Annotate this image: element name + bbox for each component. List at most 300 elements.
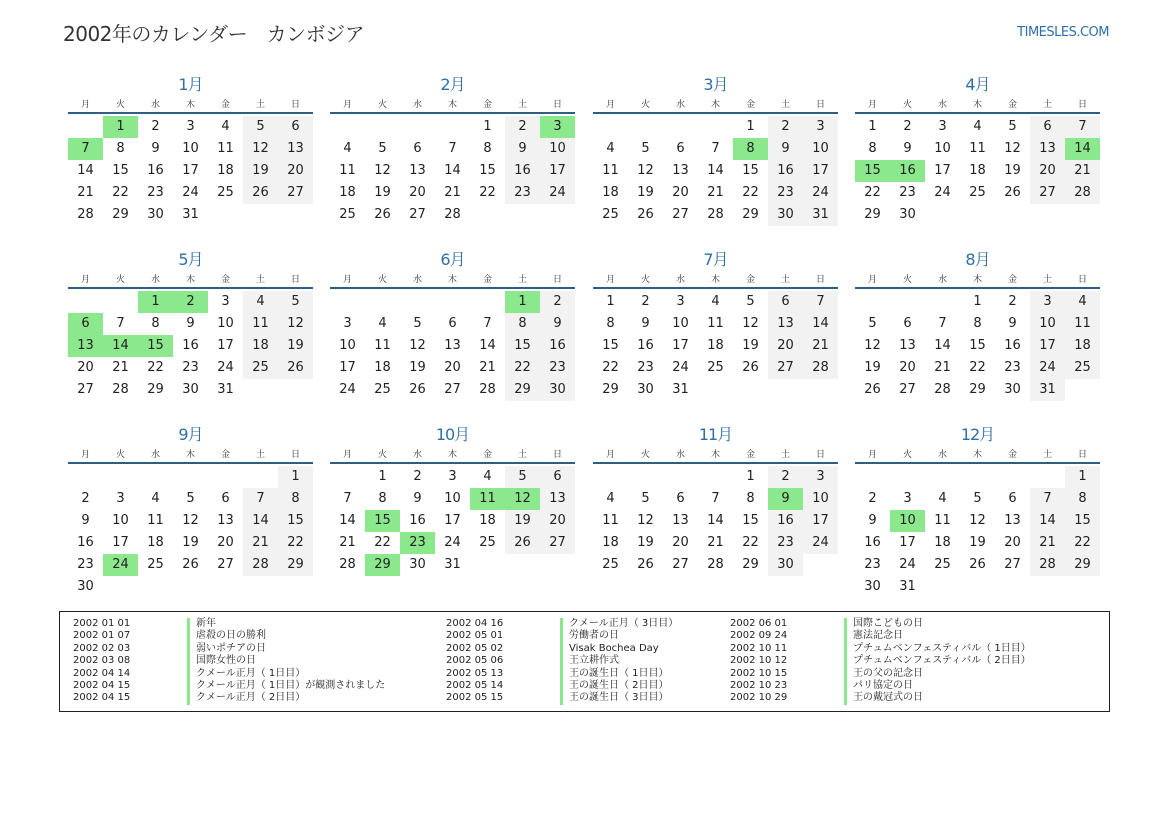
day-cell[interactable]: 28 (243, 554, 278, 576)
day-cell[interactable]: 5 (186, 491, 195, 506)
day-cell[interactable]: 20 (672, 185, 689, 200)
day-cell[interactable]: 24 (339, 382, 356, 397)
day-cell[interactable]: 4 (606, 141, 615, 156)
day-cell[interactable]: 30 (409, 557, 426, 572)
day-cell[interactable]: 3 (803, 116, 838, 138)
day-cell[interactable]: 12 (864, 338, 881, 353)
day-cell[interactable]: 25 (934, 557, 951, 572)
day-cell[interactable]: 10 (444, 491, 461, 506)
day-cell[interactable]: 1 (278, 466, 313, 488)
day-cell[interactable]: 29 (602, 382, 619, 397)
day-cell[interactable]: 21 (339, 535, 356, 550)
day-cell[interactable]: 23 (77, 557, 94, 572)
day-cell[interactable]: 17 (934, 163, 951, 178)
day-cell[interactable]: 3 (938, 119, 947, 134)
day-cell[interactable]: 27 (217, 557, 234, 572)
day-cell[interactable]: 30 (768, 554, 803, 576)
day-cell[interactable]: 2 (540, 291, 575, 313)
day-cell[interactable]: 26 (742, 360, 759, 375)
day-cell[interactable]: 7 (803, 291, 838, 313)
holiday-day-cell[interactable]: 2 (173, 291, 208, 313)
day-cell[interactable]: 11 (1065, 313, 1100, 335)
holiday-day-cell[interactable]: 29 (365, 554, 400, 576)
day-cell[interactable]: 10 (1030, 313, 1065, 335)
day-cell[interactable]: 29 (147, 382, 164, 397)
day-cell[interactable]: 17 (672, 338, 689, 353)
day-cell[interactable]: 21 (1030, 532, 1065, 554)
day-cell[interactable]: 18 (602, 185, 619, 200)
day-cell[interactable]: 14 (77, 163, 94, 178)
day-cell[interactable]: 26 (969, 557, 986, 572)
day-cell[interactable]: 28 (1030, 554, 1065, 576)
day-cell[interactable]: 17 (444, 513, 461, 528)
day-cell[interactable]: 19 (864, 360, 881, 375)
day-cell[interactable]: 1 (1065, 466, 1100, 488)
day-cell[interactable]: 27 (899, 382, 916, 397)
day-cell[interactable]: 30 (77, 579, 94, 594)
day-cell[interactable]: 18 (217, 163, 234, 178)
day-cell[interactable]: 11 (243, 313, 278, 335)
day-cell[interactable]: 30 (147, 207, 164, 222)
day-cell[interactable]: 14 (934, 338, 951, 353)
day-cell[interactable]: 18 (602, 535, 619, 550)
day-cell[interactable]: 18 (707, 338, 724, 353)
day-cell[interactable]: 25 (479, 535, 496, 550)
day-cell[interactable]: 27 (77, 382, 94, 397)
day-cell[interactable]: 7 (243, 488, 278, 510)
day-cell[interactable]: 24 (672, 360, 689, 375)
day-cell[interactable]: 29 (112, 207, 129, 222)
day-cell[interactable]: 12 (637, 163, 654, 178)
holiday-day-cell[interactable]: 16 (890, 160, 925, 182)
holiday-day-cell[interactable]: 15 (855, 160, 890, 182)
day-cell[interactable]: 30 (864, 579, 881, 594)
day-cell[interactable]: 26 (637, 557, 654, 572)
day-cell[interactable]: 27 (672, 557, 689, 572)
day-cell[interactable]: 15 (505, 335, 540, 357)
day-cell[interactable]: 9 (81, 513, 90, 528)
day-cell[interactable]: 19 (409, 360, 426, 375)
day-cell[interactable]: 6 (676, 491, 685, 506)
day-cell[interactable]: 28 (112, 382, 129, 397)
day-cell[interactable]: 13 (278, 138, 313, 160)
day-cell[interactable]: 5 (243, 116, 278, 138)
day-cell[interactable]: 20 (1004, 535, 1021, 550)
day-cell[interactable]: 8 (606, 316, 615, 331)
holiday-day-cell[interactable]: 13 (68, 335, 103, 357)
day-cell[interactable]: 19 (505, 510, 540, 532)
day-cell[interactable]: 21 (444, 185, 461, 200)
day-cell[interactable]: 16 (505, 160, 540, 182)
day-cell[interactable]: 30 (899, 207, 916, 222)
day-cell[interactable]: 22 (374, 535, 391, 550)
day-cell[interactable]: 18 (969, 163, 986, 178)
day-cell[interactable]: 2 (151, 119, 160, 134)
day-cell[interactable]: 3 (1030, 291, 1065, 313)
day-cell[interactable]: 5 (641, 491, 650, 506)
day-cell[interactable]: 18 (374, 360, 391, 375)
day-cell[interactable]: 23 (637, 360, 654, 375)
day-cell[interactable]: 22 (864, 185, 881, 200)
holiday-day-cell[interactable]: 11 (470, 488, 505, 510)
day-cell[interactable]: 20 (768, 335, 803, 357)
day-cell[interactable]: 2 (413, 469, 422, 484)
day-cell[interactable]: 8 (116, 141, 125, 156)
day-cell[interactable]: 22 (602, 360, 619, 375)
day-cell[interactable]: 27 (278, 182, 313, 204)
day-cell[interactable]: 3 (186, 119, 195, 134)
day-cell[interactable]: 30 (637, 382, 654, 397)
day-cell[interactable]: 20 (540, 510, 575, 532)
day-cell[interactable]: 27 (1004, 557, 1021, 572)
day-cell[interactable]: 24 (182, 185, 199, 200)
day-cell[interactable]: 26 (864, 382, 881, 397)
day-cell[interactable]: 8 (378, 491, 387, 506)
day-cell[interactable]: 21 (479, 360, 496, 375)
day-cell[interactable]: 31 (899, 579, 916, 594)
day-cell[interactable]: 12 (742, 316, 759, 331)
day-cell[interactable]: 14 (243, 510, 278, 532)
day-cell[interactable]: 16 (182, 338, 199, 353)
day-cell[interactable]: 19 (243, 160, 278, 182)
day-cell[interactable]: 7 (448, 141, 457, 156)
holiday-day-cell[interactable]: 24 (103, 554, 138, 576)
day-cell[interactable]: 22 (505, 357, 540, 379)
day-cell[interactable]: 5 (413, 316, 422, 331)
day-cell[interactable]: 16 (77, 535, 94, 550)
day-cell[interactable]: 26 (409, 382, 426, 397)
day-cell[interactable]: 23 (864, 557, 881, 572)
day-cell[interactable]: 6 (413, 141, 422, 156)
day-cell[interactable]: 13 (899, 338, 916, 353)
day-cell[interactable]: 13 (672, 513, 689, 528)
day-cell[interactable]: 3 (343, 316, 352, 331)
day-cell[interactable]: 21 (112, 360, 129, 375)
day-cell[interactable]: 10 (803, 488, 838, 510)
holiday-day-cell[interactable]: 8 (733, 138, 768, 160)
day-cell[interactable]: 1 (973, 294, 982, 309)
day-cell[interactable]: 25 (374, 382, 391, 397)
day-cell[interactable]: 18 (339, 185, 356, 200)
day-cell[interactable]: 16 (409, 513, 426, 528)
day-cell[interactable]: 9 (641, 316, 650, 331)
day-cell[interactable]: 6 (768, 291, 803, 313)
day-cell[interactable]: 3 (116, 491, 125, 506)
day-cell[interactable]: 24 (217, 360, 234, 375)
day-cell[interactable]: 27 (540, 532, 575, 554)
day-cell[interactable]: 19 (969, 535, 986, 550)
holiday-day-cell[interactable]: 3 (540, 116, 575, 138)
day-cell[interactable]: 21 (707, 535, 724, 550)
day-cell[interactable]: 24 (934, 185, 951, 200)
day-cell[interactable]: 13 (1004, 513, 1021, 528)
day-cell[interactable]: 8 (278, 488, 313, 510)
day-cell[interactable]: 31 (1030, 379, 1065, 401)
day-cell[interactable]: 4 (151, 491, 160, 506)
day-cell[interactable]: 4 (938, 491, 947, 506)
holiday-day-cell[interactable]: 15 (138, 335, 173, 357)
day-cell[interactable]: 5 (378, 141, 387, 156)
day-cell[interactable]: 14 (707, 513, 724, 528)
day-cell[interactable]: 24 (803, 532, 838, 554)
day-cell[interactable]: 31 (672, 382, 689, 397)
day-cell[interactable]: 22 (969, 360, 986, 375)
day-cell[interactable]: 6 (1030, 116, 1065, 138)
day-cell[interactable]: 6 (676, 141, 685, 156)
day-cell[interactable]: 18 (479, 513, 496, 528)
day-cell[interactable]: 21 (1065, 160, 1100, 182)
day-cell[interactable]: 31 (444, 557, 461, 572)
site-link[interactable]: TIMESLES.COM (1017, 25, 1109, 40)
day-cell[interactable]: 20 (899, 360, 916, 375)
day-cell[interactable]: 5 (868, 316, 877, 331)
day-cell[interactable]: 25 (147, 557, 164, 572)
day-cell[interactable]: 29 (969, 382, 986, 397)
day-cell[interactable]: 9 (151, 141, 160, 156)
day-cell[interactable]: 20 (77, 360, 94, 375)
holiday-day-cell[interactable]: 14 (1065, 138, 1100, 160)
day-cell[interactable]: 15 (1065, 510, 1100, 532)
day-cell[interactable]: 28 (444, 207, 461, 222)
day-cell[interactable]: 29 (864, 207, 881, 222)
day-cell[interactable]: 9 (505, 138, 540, 160)
day-cell[interactable]: 31 (803, 204, 838, 226)
day-cell[interactable]: 21 (803, 335, 838, 357)
day-cell[interactable]: 29 (505, 379, 540, 401)
day-cell[interactable]: 2 (768, 466, 803, 488)
day-cell[interactable]: 17 (182, 163, 199, 178)
day-cell[interactable]: 21 (934, 360, 951, 375)
day-cell[interactable]: 11 (934, 513, 951, 528)
day-cell[interactable]: 28 (707, 557, 724, 572)
day-cell[interactable]: 23 (505, 182, 540, 204)
day-cell[interactable]: 4 (711, 294, 720, 309)
day-cell[interactable]: 13 (1030, 138, 1065, 160)
day-cell[interactable]: 3 (221, 294, 230, 309)
day-cell[interactable]: 17 (1030, 335, 1065, 357)
day-cell[interactable]: 19 (742, 338, 759, 353)
day-cell[interactable]: 13 (540, 488, 575, 510)
day-cell[interactable]: 16 (768, 160, 803, 182)
day-cell[interactable]: 24 (1030, 357, 1065, 379)
day-cell[interactable]: 17 (803, 160, 838, 182)
day-cell[interactable]: 4 (343, 141, 352, 156)
day-cell[interactable]: 12 (637, 513, 654, 528)
day-cell[interactable]: 21 (707, 185, 724, 200)
day-cell[interactable]: 26 (243, 182, 278, 204)
day-cell[interactable]: 22 (742, 535, 759, 550)
day-cell[interactable]: 17 (803, 510, 838, 532)
day-cell[interactable]: 28 (934, 382, 951, 397)
day-cell[interactable]: 25 (969, 185, 986, 200)
day-cell[interactable]: 2 (868, 491, 877, 506)
day-cell[interactable]: 17 (540, 160, 575, 182)
day-cell[interactable]: 1 (606, 294, 615, 309)
day-cell[interactable]: 2 (903, 119, 912, 134)
day-cell[interactable]: 6 (448, 316, 457, 331)
day-cell[interactable]: 5 (1008, 119, 1017, 134)
day-cell[interactable]: 11 (339, 163, 356, 178)
day-cell[interactable]: 21 (243, 532, 278, 554)
day-cell[interactable]: 6 (221, 491, 230, 506)
holiday-day-cell[interactable]: 1 (505, 291, 540, 313)
day-cell[interactable]: 12 (278, 313, 313, 335)
day-cell[interactable]: 19 (637, 185, 654, 200)
day-cell[interactable]: 27 (409, 207, 426, 222)
day-cell[interactable]: 22 (278, 532, 313, 554)
holiday-day-cell[interactable]: 14 (103, 335, 138, 357)
day-cell[interactable]: 16 (637, 338, 654, 353)
day-cell[interactable]: 27 (444, 382, 461, 397)
day-cell[interactable]: 12 (969, 513, 986, 528)
day-cell[interactable]: 12 (374, 163, 391, 178)
day-cell[interactable]: 11 (217, 141, 234, 156)
day-cell[interactable]: 7 (711, 491, 720, 506)
day-cell[interactable]: 22 (1065, 532, 1100, 554)
day-cell[interactable]: 28 (77, 207, 94, 222)
day-cell[interactable]: 4 (973, 119, 982, 134)
holiday-day-cell[interactable]: 10 (890, 510, 925, 532)
holiday-day-cell[interactable]: 7 (68, 138, 103, 160)
day-cell[interactable]: 25 (602, 207, 619, 222)
day-cell[interactable]: 22 (742, 185, 759, 200)
day-cell[interactable]: 31 (182, 207, 199, 222)
day-cell[interactable]: 6 (540, 466, 575, 488)
day-cell[interactable]: 10 (339, 338, 356, 353)
day-cell[interactable]: 28 (707, 207, 724, 222)
day-cell[interactable]: 14 (339, 513, 356, 528)
day-cell[interactable]: 13 (217, 513, 234, 528)
day-cell[interactable]: 9 (768, 138, 803, 160)
day-cell[interactable]: 9 (413, 491, 422, 506)
day-cell[interactable]: 25 (339, 207, 356, 222)
holiday-day-cell[interactable]: 1 (138, 291, 173, 313)
day-cell[interactable]: 9 (1008, 316, 1017, 331)
day-cell[interactable]: 23 (768, 532, 803, 554)
day-cell[interactable]: 11 (147, 513, 164, 528)
day-cell[interactable]: 7 (938, 316, 947, 331)
day-cell[interactable]: 4 (1065, 291, 1100, 313)
day-cell[interactable]: 10 (217, 316, 234, 331)
day-cell[interactable]: 23 (768, 182, 803, 204)
day-cell[interactable]: 15 (112, 163, 129, 178)
day-cell[interactable]: 27 (672, 207, 689, 222)
day-cell[interactable]: 13 (768, 313, 803, 335)
day-cell[interactable]: 15 (969, 338, 986, 353)
day-cell[interactable]: 20 (1030, 160, 1065, 182)
day-cell[interactable]: 5 (278, 291, 313, 313)
day-cell[interactable]: 30 (182, 382, 199, 397)
day-cell[interactable]: 15 (742, 163, 759, 178)
day-cell[interactable]: 15 (278, 510, 313, 532)
day-cell[interactable]: 10 (540, 138, 575, 160)
day-cell[interactable]: 16 (1004, 338, 1021, 353)
day-cell[interactable]: 11 (707, 316, 724, 331)
day-cell[interactable]: 13 (444, 338, 461, 353)
day-cell[interactable]: 18 (1065, 335, 1100, 357)
day-cell[interactable]: 19 (182, 535, 199, 550)
day-cell[interactable]: 7 (116, 316, 125, 331)
day-cell[interactable]: 28 (803, 357, 838, 379)
day-cell[interactable]: 10 (672, 316, 689, 331)
day-cell[interactable]: 26 (505, 532, 540, 554)
holiday-day-cell[interactable]: 1 (103, 116, 138, 138)
day-cell[interactable]: 2 (505, 116, 540, 138)
day-cell[interactable]: 24 (540, 182, 575, 204)
day-cell[interactable]: 8 (746, 491, 755, 506)
day-cell[interactable]: 11 (374, 338, 391, 353)
day-cell[interactable]: 10 (112, 513, 129, 528)
day-cell[interactable]: 16 (540, 335, 575, 357)
day-cell[interactable]: 26 (278, 357, 313, 379)
day-cell[interactable]: 29 (1065, 554, 1100, 576)
day-cell[interactable]: 9 (540, 313, 575, 335)
day-cell[interactable]: 16 (864, 535, 881, 550)
day-cell[interactable]: 27 (1030, 182, 1065, 204)
day-cell[interactable]: 7 (343, 491, 352, 506)
day-cell[interactable]: 8 (483, 141, 492, 156)
day-cell[interactable]: 2 (1008, 294, 1017, 309)
day-cell[interactable]: 4 (606, 491, 615, 506)
day-cell[interactable]: 26 (182, 557, 199, 572)
day-cell[interactable]: 7 (1030, 488, 1065, 510)
day-cell[interactable]: 18 (934, 535, 951, 550)
day-cell[interactable]: 20 (409, 185, 426, 200)
day-cell[interactable]: 23 (1004, 360, 1021, 375)
day-cell[interactable]: 6 (278, 116, 313, 138)
day-cell[interactable]: 2 (81, 491, 90, 506)
day-cell[interactable]: 22 (147, 360, 164, 375)
day-cell[interactable]: 9 (903, 141, 912, 156)
day-cell[interactable]: 19 (637, 535, 654, 550)
day-cell[interactable]: 25 (243, 357, 278, 379)
day-cell[interactable]: 16 (147, 163, 164, 178)
day-cell[interactable]: 8 (868, 141, 877, 156)
day-cell[interactable]: 17 (217, 338, 234, 353)
day-cell[interactable]: 23 (147, 185, 164, 200)
day-cell[interactable]: 1 (483, 119, 492, 134)
holiday-day-cell[interactable]: 15 (365, 510, 400, 532)
day-cell[interactable]: 16 (768, 510, 803, 532)
day-cell[interactable]: 15 (479, 163, 496, 178)
holiday-day-cell[interactable]: 23 (400, 532, 435, 554)
day-cell[interactable]: 24 (803, 182, 838, 204)
day-cell[interactable]: 29 (742, 207, 759, 222)
day-cell[interactable]: 7 (483, 316, 492, 331)
day-cell[interactable]: 21 (77, 185, 94, 200)
day-cell[interactable]: 17 (339, 360, 356, 375)
day-cell[interactable]: 23 (182, 360, 199, 375)
day-cell[interactable]: 30 (540, 379, 575, 401)
day-cell[interactable]: 25 (602, 557, 619, 572)
day-cell[interactable]: 27 (768, 357, 803, 379)
day-cell[interactable]: 8 (1065, 488, 1100, 510)
day-cell[interactable]: 11 (602, 513, 619, 528)
day-cell[interactable]: 13 (672, 163, 689, 178)
day-cell[interactable]: 5 (973, 491, 982, 506)
day-cell[interactable]: 7 (711, 141, 720, 156)
day-cell[interactable]: 2 (768, 116, 803, 138)
day-cell[interactable]: 13 (409, 163, 426, 178)
day-cell[interactable]: 12 (1004, 141, 1021, 156)
day-cell[interactable]: 3 (803, 466, 838, 488)
day-cell[interactable]: 10 (182, 141, 199, 156)
day-cell[interactable]: 4 (483, 469, 492, 484)
holiday-day-cell[interactable]: 12 (505, 488, 540, 510)
day-cell[interactable]: 19 (374, 185, 391, 200)
day-cell[interactable]: 4 (221, 119, 230, 134)
day-cell[interactable]: 11 (969, 141, 986, 156)
